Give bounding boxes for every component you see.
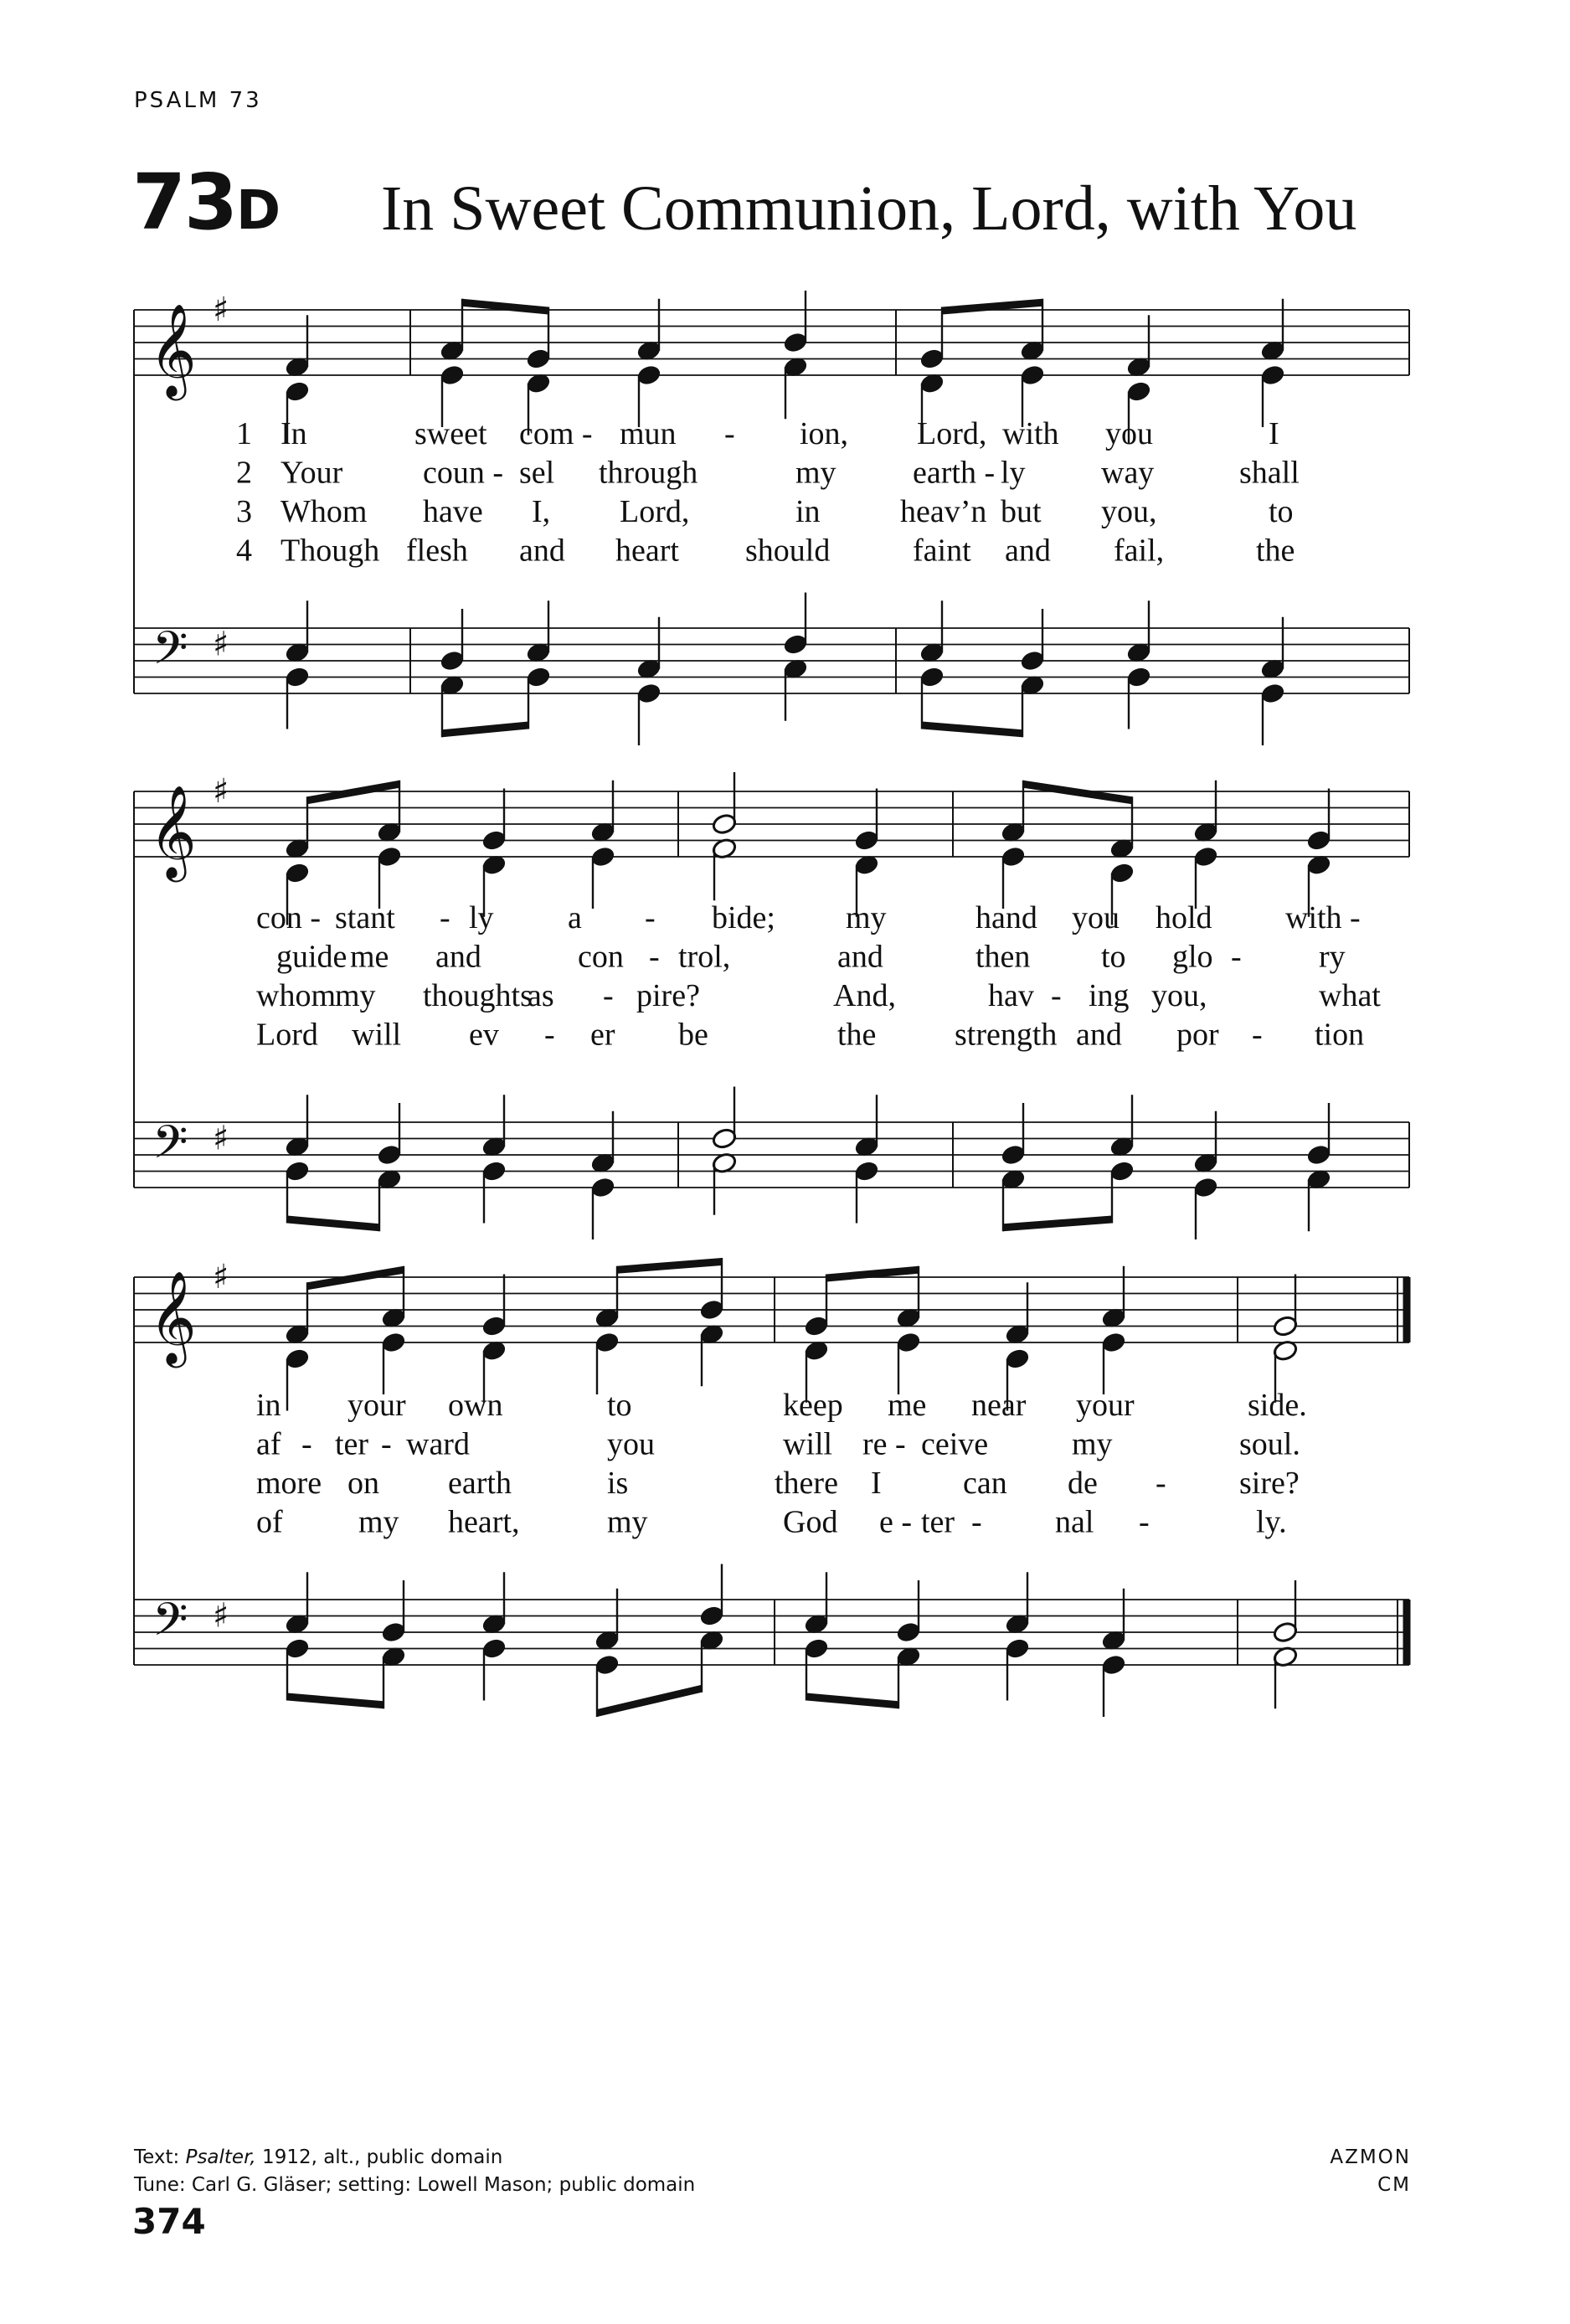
lyric-syllable: - bbox=[440, 900, 450, 935]
lyric-syllable: your bbox=[1076, 1388, 1135, 1423]
lyric-syllable: more bbox=[256, 1466, 322, 1501]
treble-beam bbox=[462, 299, 548, 315]
lyric-syllable: Your bbox=[281, 455, 343, 491]
lyric-syllable: thoughts bbox=[423, 978, 533, 1013]
lyric-syllable: strength bbox=[955, 1017, 1058, 1053]
lyric-syllable: - bbox=[1252, 1017, 1263, 1053]
treble-beam bbox=[307, 1266, 404, 1291]
lyric-syllable: me bbox=[350, 939, 389, 975]
lyric-syllable: whom bbox=[256, 978, 336, 1013]
lyric-syllable: on bbox=[347, 1466, 379, 1501]
lyric-syllable: the bbox=[1256, 533, 1295, 569]
treble-clef-icon: 𝄞 bbox=[149, 302, 197, 397]
lyric-syllable: you bbox=[1105, 416, 1153, 451]
lyric-syllable: ly. bbox=[1256, 1504, 1287, 1540]
lyric-syllable: de bbox=[1068, 1466, 1098, 1501]
lyric-syllable: In bbox=[281, 416, 307, 451]
lyric-syllable: my bbox=[1072, 1426, 1113, 1462]
lyric-syllable: mun bbox=[620, 416, 677, 451]
lyric-syllable: a bbox=[568, 900, 582, 935]
treble-clef-icon: 𝄞 bbox=[149, 1270, 197, 1364]
key-signature-sharp-icon: ♯ bbox=[213, 1258, 229, 1296]
lyric-syllable: keep bbox=[783, 1388, 843, 1423]
lyric-syllable: Lord, bbox=[620, 494, 690, 529]
bass-beam bbox=[287, 1693, 383, 1709]
lyric-syllable: Though bbox=[281, 533, 380, 569]
lyric-syllable: and bbox=[1076, 1017, 1122, 1053]
lyric-syllable: - bbox=[649, 939, 660, 975]
lyric-syllable: heart bbox=[615, 533, 679, 569]
meter: CM bbox=[1377, 2174, 1411, 2196]
lyric-syllable: there bbox=[775, 1466, 838, 1501]
bass-beam bbox=[922, 722, 1022, 738]
lyric-syllable: - bbox=[1231, 939, 1242, 975]
lyric-syllable: way bbox=[1101, 455, 1155, 491]
lyric-syllable: con - bbox=[256, 900, 322, 935]
key-signature-sharp-icon: ♯ bbox=[213, 1596, 229, 1636]
lyric-syllable: nal bbox=[1055, 1504, 1094, 1540]
verse-number: 4 bbox=[236, 533, 252, 569]
lyric-syllable: por bbox=[1176, 1017, 1219, 1053]
lyric-syllable: I bbox=[871, 1466, 882, 1501]
lyric-syllable: I bbox=[1269, 416, 1279, 451]
lyric-syllable: hav bbox=[988, 978, 1034, 1013]
treble-beam bbox=[1023, 781, 1132, 805]
verse-number: 2 bbox=[236, 455, 252, 491]
lyric-syllable: Whom bbox=[281, 494, 368, 529]
key-signature-sharp-icon: ♯ bbox=[213, 291, 229, 329]
lyric-syllable: earth bbox=[448, 1466, 512, 1501]
lyric-syllable: guide bbox=[276, 939, 347, 975]
lyric-syllable: should bbox=[745, 533, 831, 569]
hymn-number-suffix: D bbox=[236, 180, 281, 242]
lyric-syllable: ward bbox=[406, 1426, 470, 1462]
bass-beam bbox=[806, 1693, 898, 1709]
lyric-syllable: bide; bbox=[712, 900, 775, 935]
bass-beam bbox=[597, 1685, 702, 1717]
lyric-syllable: re - bbox=[862, 1426, 906, 1462]
lyric-syllable: - bbox=[1139, 1504, 1150, 1540]
lyric-syllable: ing bbox=[1089, 978, 1130, 1013]
credits bbox=[134, 2144, 695, 2199]
treble-beam bbox=[942, 299, 1042, 315]
lyric-syllable: own bbox=[448, 1388, 503, 1423]
lyric-syllable: stant bbox=[335, 900, 395, 935]
key-signature-sharp-icon: ♯ bbox=[213, 1119, 229, 1158]
lyric-syllable: have bbox=[423, 494, 483, 529]
tune-name: AZMON bbox=[1330, 2146, 1411, 2168]
lyric-syllable: you, bbox=[1151, 978, 1207, 1013]
lyric-syllable: heart, bbox=[448, 1504, 520, 1540]
lyric-syllable: my bbox=[335, 978, 376, 1013]
bass-clef-icon: 𝄢 bbox=[152, 1116, 188, 1180]
lyric-syllable: sel bbox=[519, 455, 555, 491]
lyric-syllable: ter bbox=[921, 1504, 955, 1540]
lyric-syllable: side. bbox=[1248, 1388, 1307, 1423]
lyric-syllable: with bbox=[1002, 416, 1059, 451]
lyric-syllable: in bbox=[256, 1388, 281, 1423]
lyric-syllable: sire? bbox=[1239, 1466, 1300, 1501]
key-signature-sharp-icon: ♯ bbox=[213, 625, 229, 664]
lyric-syllable: - bbox=[724, 416, 735, 451]
lyric-syllable: - bbox=[381, 1426, 392, 1462]
lyric-syllable: And, bbox=[833, 978, 896, 1013]
lyric-syllable: Lord, bbox=[917, 416, 987, 451]
page-number: 374 bbox=[132, 2201, 206, 2242]
treble-clef-icon: 𝄞 bbox=[149, 784, 197, 879]
lyric-syllable: your bbox=[347, 1388, 406, 1423]
lyric-syllable: glo bbox=[1172, 939, 1213, 975]
lyric-syllable: flesh bbox=[406, 533, 468, 569]
lyric-syllable: faint bbox=[913, 533, 971, 569]
lyric-syllable: - bbox=[301, 1426, 312, 1462]
lyric-syllable: ev bbox=[469, 1017, 499, 1053]
bass-clef-icon: 𝄢 bbox=[152, 1593, 188, 1657]
treble-beam bbox=[307, 781, 399, 805]
lyric-syllable: shall bbox=[1239, 455, 1300, 491]
lyric-syllable: - bbox=[645, 900, 656, 935]
lyric-syllable: af bbox=[256, 1426, 281, 1462]
lyric-syllable: hold bbox=[1156, 900, 1212, 935]
lyric-syllable: will bbox=[783, 1426, 833, 1462]
lyric-syllable: and bbox=[1005, 533, 1051, 569]
lyric-syllable: pire? bbox=[636, 978, 700, 1013]
lyric-syllable: as bbox=[528, 978, 554, 1013]
treble-beam bbox=[826, 1266, 919, 1282]
lyric-syllable: com - bbox=[519, 416, 593, 451]
bass-beam bbox=[287, 1216, 379, 1232]
verse-number: 3 bbox=[236, 494, 252, 529]
lyric-syllable: near bbox=[971, 1388, 1027, 1423]
lyric-syllable: - bbox=[544, 1017, 555, 1053]
lyric-syllable: be bbox=[678, 1017, 708, 1053]
lyric-syllable: - bbox=[1156, 1466, 1166, 1501]
lyric-syllable: but bbox=[1001, 494, 1042, 529]
lyric-syllable: you, bbox=[1101, 494, 1157, 529]
lyric-syllable: I, bbox=[532, 494, 551, 529]
lyric-syllable: tion bbox=[1315, 1017, 1365, 1053]
hymn-number-digits: 73 bbox=[132, 157, 237, 247]
lyric-syllable: my bbox=[795, 455, 836, 491]
lyric-syllable: my bbox=[607, 1504, 648, 1540]
lyric-syllable: and bbox=[519, 533, 565, 569]
lyric-syllable: will bbox=[352, 1017, 402, 1053]
bass-beam bbox=[1003, 1216, 1112, 1232]
lyric-syllable: sweet bbox=[414, 416, 487, 451]
lyric-syllable: of bbox=[256, 1504, 283, 1540]
key-signature-sharp-icon: ♯ bbox=[213, 772, 229, 811]
lyric-syllable: God bbox=[783, 1504, 838, 1540]
lyric-syllable: and bbox=[837, 939, 883, 975]
lyric-syllable: to bbox=[607, 1388, 632, 1423]
lyric-syllable: earth - bbox=[913, 455, 996, 491]
lyric-syllable: is bbox=[607, 1466, 629, 1501]
lyric-syllable: to bbox=[1101, 939, 1126, 975]
psalm-label: PSALM 73 bbox=[134, 88, 262, 113]
lyric-syllable: to bbox=[1269, 494, 1294, 529]
treble-beam bbox=[617, 1258, 722, 1274]
tune-credit: Tune: Carl G. Gläser; setting: Lowell Mason; public domain bbox=[134, 2174, 696, 2196]
lyric-syllable: heav’n bbox=[900, 494, 987, 529]
tune-info bbox=[1330, 2144, 1411, 2199]
lyric-syllable: - bbox=[971, 1504, 982, 1540]
text-credit: Text: Psalter, 1912, alt., public domain bbox=[134, 2146, 503, 2168]
lyric-syllable: ly bbox=[1001, 455, 1026, 491]
lyric-syllable: ion, bbox=[800, 416, 849, 451]
verse-number: 1 bbox=[236, 416, 252, 451]
bass-beam bbox=[442, 722, 528, 738]
lyric-syllable: con bbox=[578, 939, 624, 975]
lyric-syllable: ly bbox=[469, 900, 494, 935]
lyric-syllable: ry bbox=[1319, 939, 1346, 975]
lyric-syllable: soul. bbox=[1239, 1426, 1300, 1462]
bass-clef-icon: 𝄢 bbox=[152, 621, 188, 686]
lyric-syllable: - bbox=[603, 978, 614, 1013]
lyric-syllable: in bbox=[795, 494, 821, 529]
lyric-syllable: with - bbox=[1285, 900, 1361, 935]
lyric-syllable: me bbox=[888, 1388, 927, 1423]
lyric-syllable: coun - bbox=[423, 455, 504, 491]
lyric-syllable: hand bbox=[975, 900, 1037, 935]
text-credit-source: Psalter, bbox=[185, 2146, 256, 2168]
lyric-syllable: trol, bbox=[678, 939, 731, 975]
lyric-syllable: can bbox=[963, 1466, 1007, 1501]
hymn-title: In Sweet Communion, Lord, with You bbox=[381, 173, 1357, 244]
lyric-syllable: the bbox=[837, 1017, 877, 1053]
lyric-syllable: my bbox=[358, 1504, 399, 1540]
lyric-syllable: ceive bbox=[921, 1426, 989, 1462]
lyric-syllable: then bbox=[975, 939, 1031, 975]
lyric-syllable: er bbox=[590, 1017, 615, 1053]
lyric-syllable: e - bbox=[879, 1504, 913, 1540]
lyric-syllable: through bbox=[599, 455, 698, 491]
lyric-syllable: you bbox=[607, 1426, 655, 1462]
lyric-syllable: ter bbox=[335, 1426, 369, 1462]
lyric-syllable: Lord bbox=[256, 1017, 318, 1053]
lyric-syllable: you bbox=[1072, 900, 1120, 935]
lyric-syllable: fail, bbox=[1114, 533, 1165, 569]
lyric-syllable: my bbox=[846, 900, 887, 935]
lyric-syllable: - bbox=[1051, 978, 1062, 1013]
lyric-syllable: what bbox=[1319, 978, 1381, 1013]
lyric-syllable: and bbox=[435, 939, 481, 975]
